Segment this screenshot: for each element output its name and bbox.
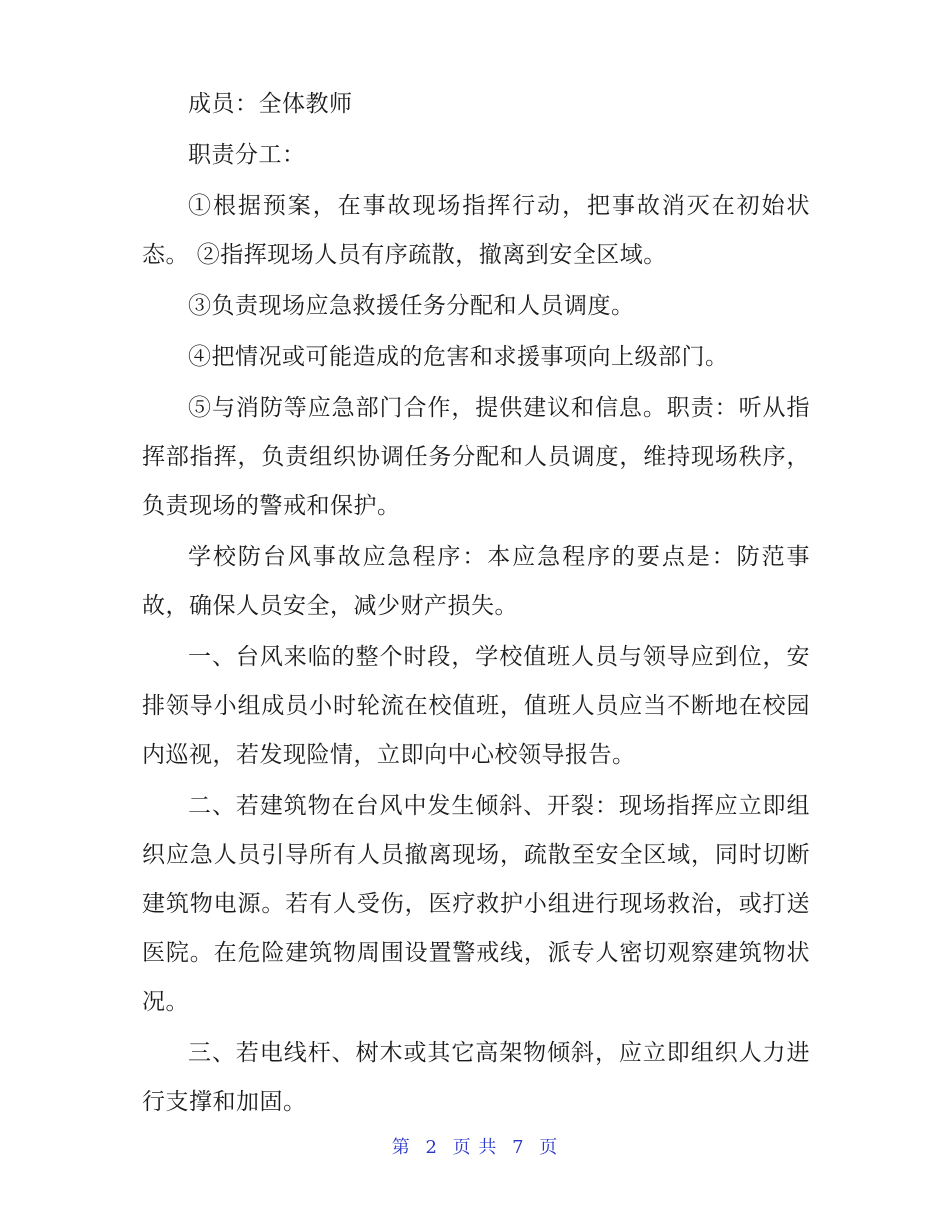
page-footer: [0, 1133, 950, 1159]
paragraph-step-2: 二、若建筑物在台风中发生倾斜、开裂：现场指挥应立即组织应急人员引导所有人员撤离现场，疏散至安全区域，同时切断建筑物电源。若有人受伤，医疗救护小组进行现场救治，或打送医院。在危险建筑物周围设置警戒线，派专人密切观察建筑物状况。: [142, 793, 810, 1015]
footer-current-page: 2: [425, 1137, 438, 1158]
paragraph-duty-4: ④把情况或可能造成的危害和求援事项向上级部门。: [188, 344, 729, 370]
paragraph-typhoon-procedure: 学校防台风事故应急程序：本应急程序的要点是：防范事故，确保人员安全，减少财产损失。: [142, 544, 810, 619]
paragraph-duty-3: ③负责现场应急救援任务分配和人员调度。: [188, 293, 635, 319]
paragraph-members: 成员：全体教师: [188, 91, 353, 117]
paragraph-duty-1: ①根据预案，在事故现场指挥行动，把事故消灭在初始状态。 ②指挥现场人员有序疏散，撤离到安全区域。: [142, 193, 810, 268]
document-body: [142, 80, 810, 1129]
footer-suffix: 页: [539, 1137, 559, 1158]
paragraph-step-1: 一、台风来临的整个时段，学校值班人员与领导应到位，安排领导小组成员小时轮流在校值班，值班人员应当不断地在校园内巡视，若发现险情，立即向中心校领导报告。: [142, 644, 810, 768]
footer-middle: 页 共: [452, 1137, 498, 1158]
footer-prefix: 第: [391, 1137, 411, 1158]
footer-total-pages: 7: [512, 1137, 525, 1158]
paragraph-duty-5: ⑤与消防等应急部门合作，提供建议和信息。职责：听从指挥部指挥，负责组织协调任务分配和人员调度，维持现场秩序，负责现场的警戒和保护。: [142, 395, 810, 519]
paragraph-duty-heading: 职责分工：: [188, 142, 306, 168]
paragraph-step-3: 三、若电线杆、树木或其它高架物倾斜，应立即组织人力进行支撑和加固。: [142, 1040, 810, 1115]
